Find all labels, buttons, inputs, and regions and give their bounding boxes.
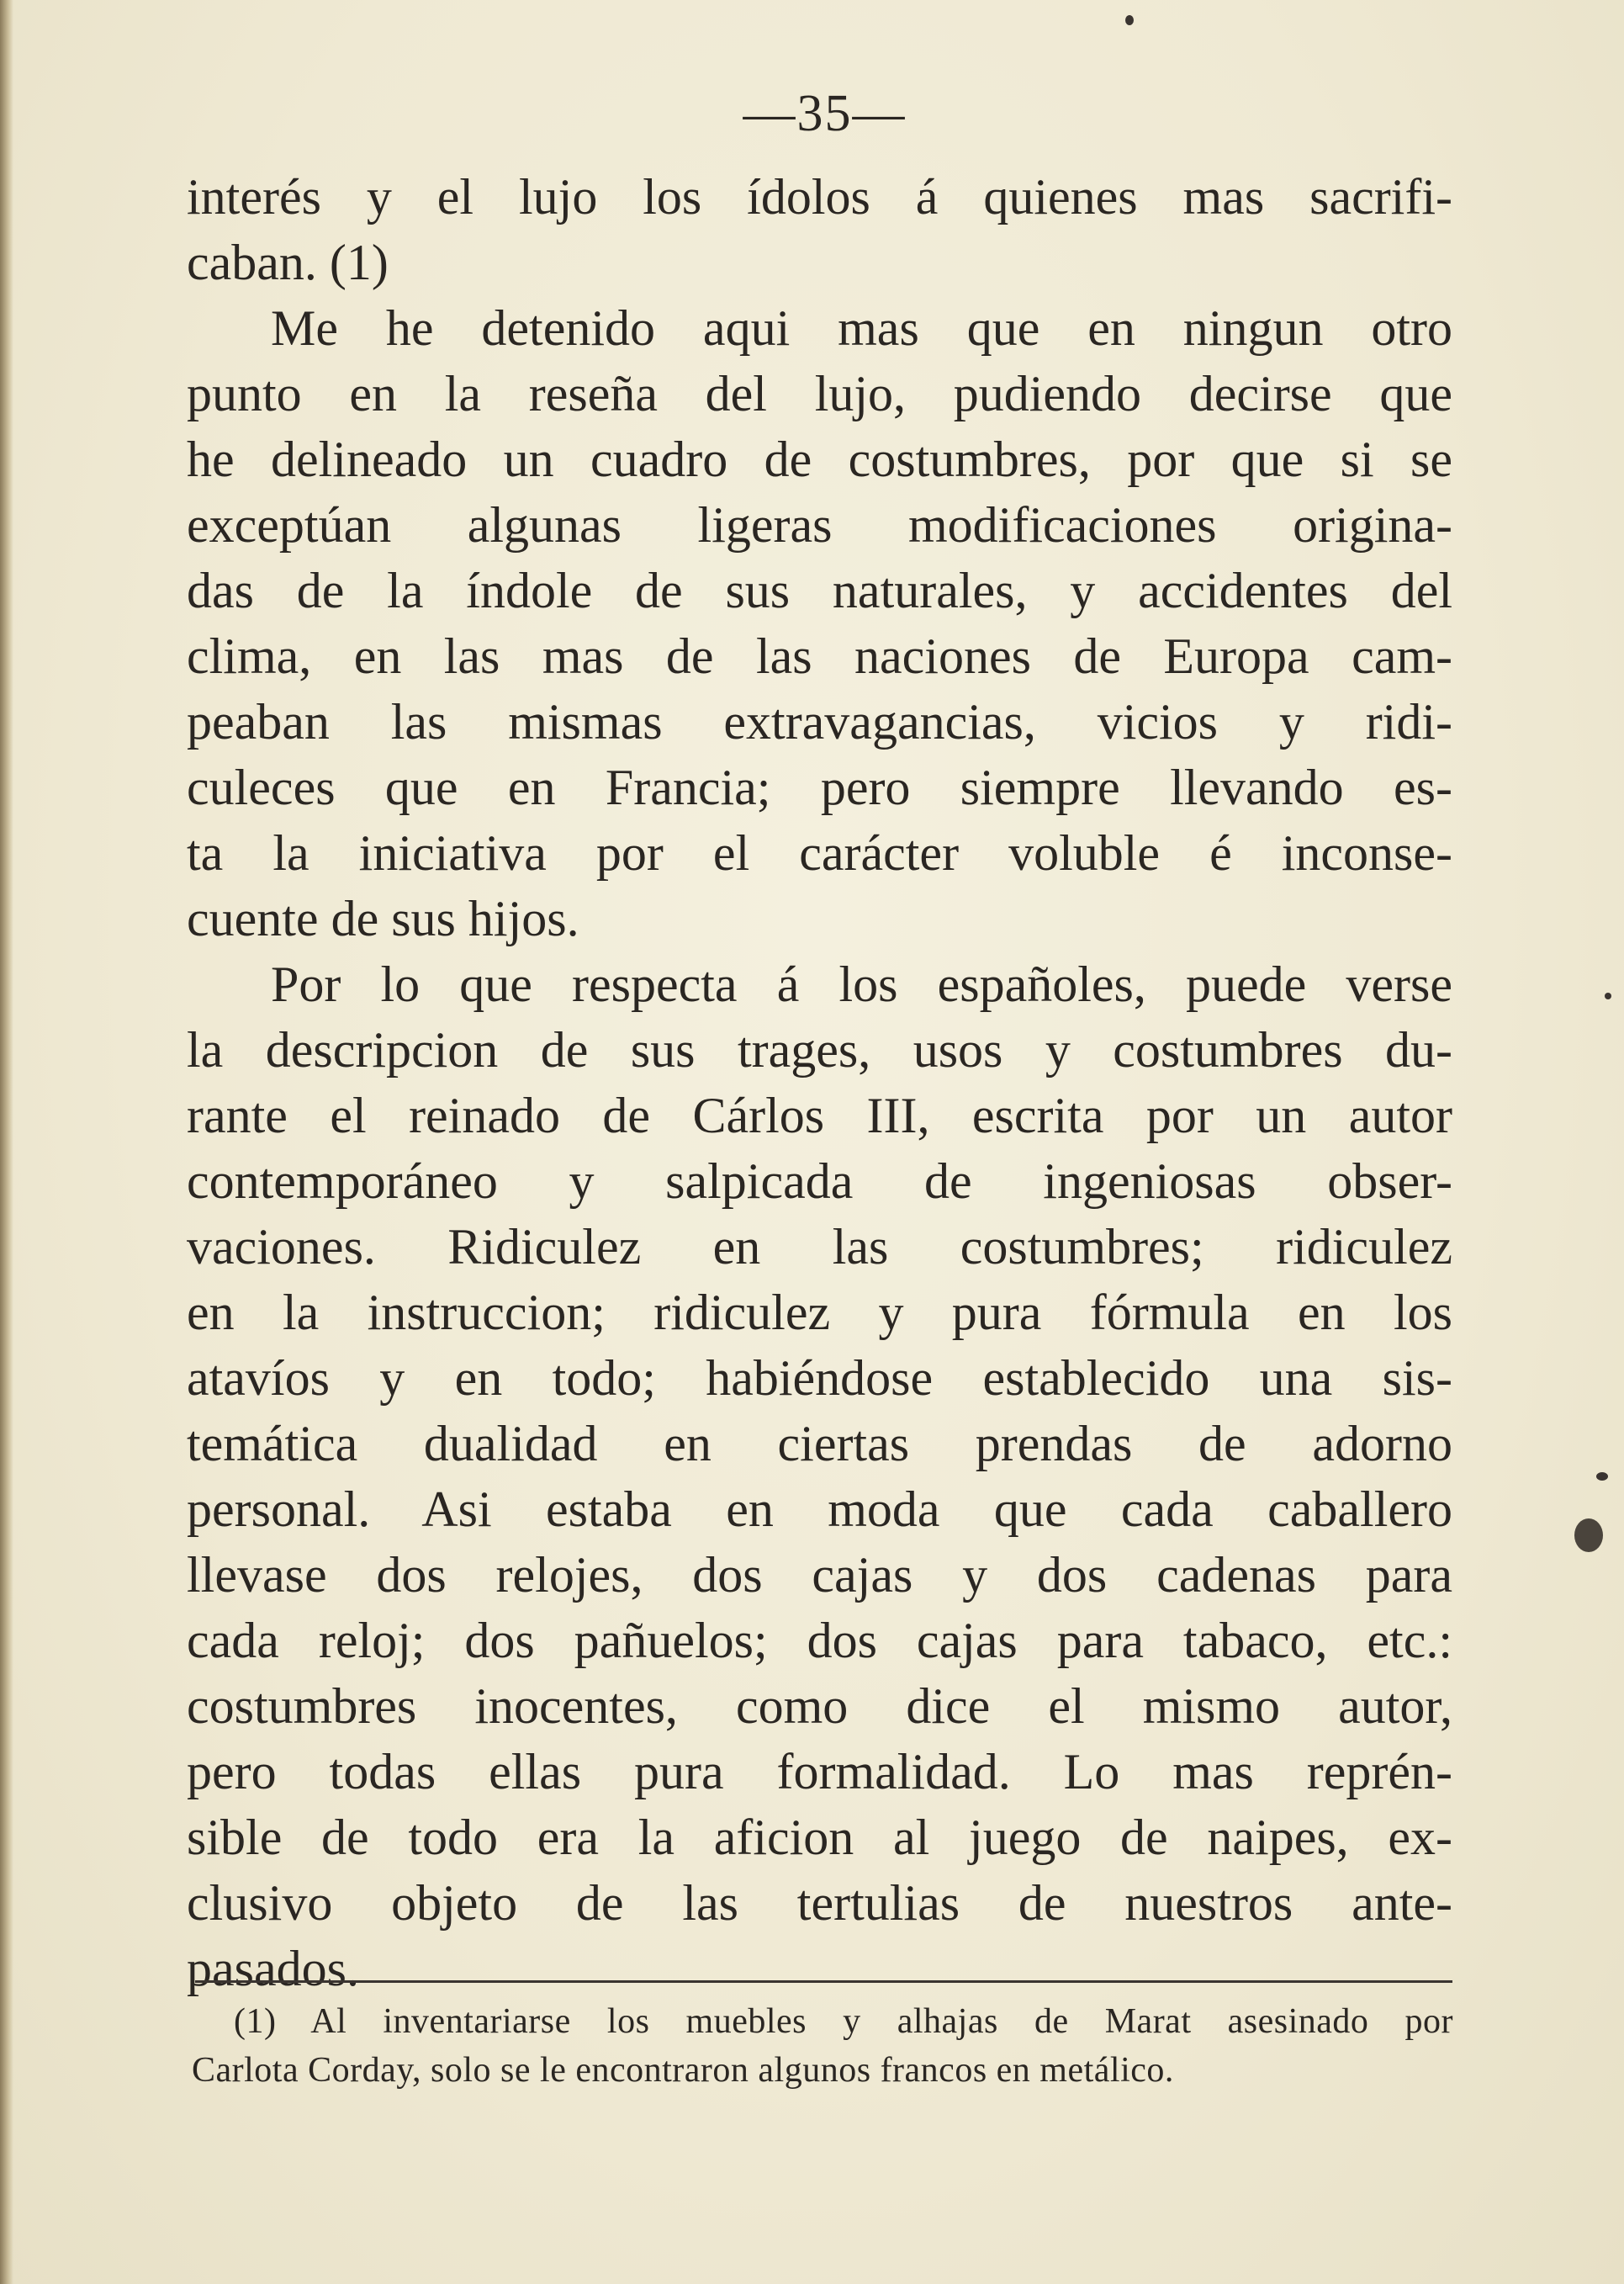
book-spine-edge bbox=[0, 0, 13, 2284]
text-line: en la instruccion; ridiculez y pura fórmula en los bbox=[187, 1285, 1452, 1340]
text-line: sible de todo era la aficion al juego de naipes, ex- bbox=[187, 1810, 1452, 1865]
text-line: llevase dos relojes, dos cajas y dos cadenas para bbox=[187, 1547, 1452, 1603]
text-line: culeces que en Francia; pero siempre llevando es- bbox=[187, 760, 1452, 815]
body-text bbox=[187, 164, 1452, 2001]
text-line: rante el reinado de Cárlos III, escrita por un autor bbox=[187, 1088, 1452, 1143]
ink-speck bbox=[1125, 15, 1134, 25]
text-line: temática dualidad en ciertas prendas de adorno bbox=[187, 1416, 1452, 1471]
text-line: interés y el lujo los ídolos á quienes mas sacrifi- bbox=[187, 169, 1452, 225]
footnote-line: (1) Al inventariarse los muebles y alhajas de Marat asesinado por bbox=[234, 2002, 1453, 2041]
text-line: cuente de sus hijos. bbox=[187, 891, 579, 946]
text-line: Por lo que respecta á los españoles, puede verse bbox=[271, 957, 1452, 1012]
text-line: exceptúan algunas ligeras modificaciones origina- bbox=[187, 497, 1452, 553]
footnote-line: Carlota Corday, solo se le encontraron algunos francos en metálico. bbox=[192, 2051, 1174, 2090]
ink-speck bbox=[1596, 1472, 1608, 1481]
footnote-divider bbox=[195, 1980, 1452, 1983]
ink-speck bbox=[1574, 1518, 1603, 1552]
text-line: la descripcion de sus trages, usos y costumbres du- bbox=[187, 1022, 1452, 1078]
text-line: cada reloj; dos pañuelos; dos cajas para tabaco, etc.: bbox=[187, 1613, 1452, 1668]
text-line: pasados. bbox=[187, 1941, 359, 1996]
text-line: caban. (1) bbox=[187, 235, 389, 290]
text-line: das de la índole de sus naturales, y accidentes del bbox=[187, 563, 1452, 618]
text-line: costumbres inocentes, como dice el mismo autor, bbox=[187, 1678, 1452, 1734]
text-line: Me he detenido aqui mas que en ningun otro bbox=[271, 300, 1452, 356]
ink-speck bbox=[1605, 993, 1611, 999]
text-line: clima, en las mas de las naciones de Europa cam- bbox=[187, 628, 1452, 684]
text-line: he delineado un cuadro de costumbres, por que si se bbox=[187, 432, 1452, 487]
text-line: punto en la reseña del lujo, pudiendo decirse que bbox=[187, 366, 1452, 421]
text-line: personal. Asi estaba en moda que cada caballero bbox=[187, 1481, 1452, 1537]
text-line: pero todas ellas pura formalidad. Lo mas reprén- bbox=[187, 1744, 1452, 1799]
text-line: vaciones. Ridiculez en las costumbres; ridiculez bbox=[187, 1219, 1452, 1274]
text-line: clusivo objeto de las tertulias de nuestros ante- bbox=[187, 1875, 1452, 1931]
text-line: ta la iniciativa por el carácter voluble é inconse- bbox=[187, 825, 1452, 881]
text-line: peaban las mismas extravagancias, vicios y ridi- bbox=[187, 694, 1452, 750]
text-line: contemporáneo y salpicada de ingeniosas obser- bbox=[187, 1153, 1452, 1209]
text-line: atavíos y en todo; habiéndose establecido una sis- bbox=[187, 1350, 1452, 1406]
footnote bbox=[192, 1997, 1453, 2095]
page-number: —35— bbox=[743, 85, 907, 142]
